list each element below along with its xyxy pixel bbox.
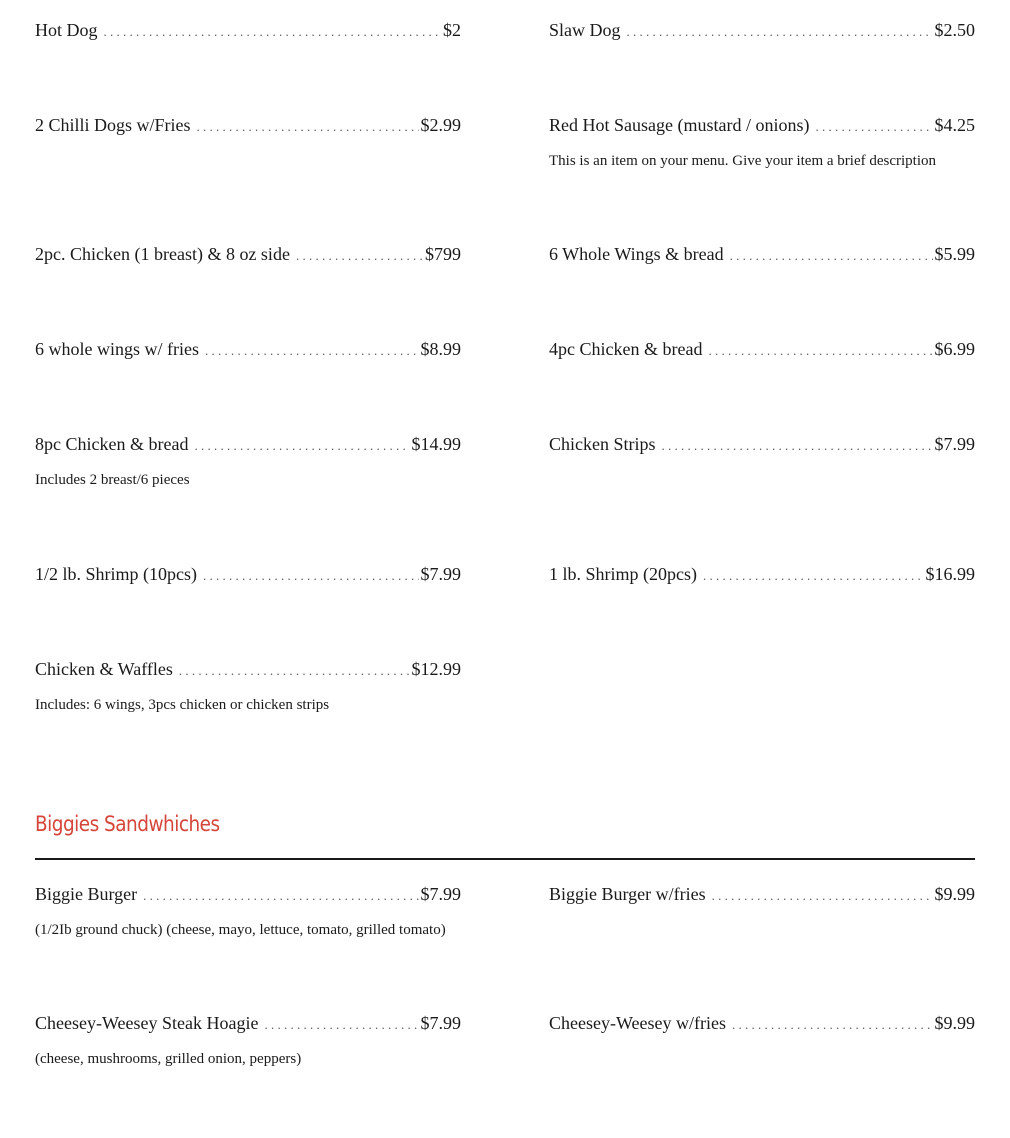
- item-name: Hot Dog: [35, 20, 98, 40]
- item-price: $7.99: [420, 1013, 461, 1033]
- menu-item: [35, 432, 461, 490]
- dot-leader: [205, 339, 419, 363]
- item-name: Biggie Burger: [35, 884, 138, 904]
- menu-item: [35, 657, 461, 715]
- item-description: Includes: 6 wings, 3pcs chicken or chicken strips: [35, 697, 330, 713]
- item-price: $5.99: [934, 244, 975, 264]
- item-price: $7.99: [420, 564, 461, 584]
- item-description: (1/2Ib ground chuck) (cheese, mayo, lettuce, tomato, grilled tomato): [35, 922, 446, 938]
- dot-leader: [712, 884, 933, 908]
- item-name: 1 lb. Shrimp (20pcs): [549, 564, 697, 584]
- item-price: $4.25: [934, 115, 975, 135]
- item-description: This is an item on your menu. Give your item a brief description: [549, 153, 936, 169]
- item-price: $2: [443, 20, 461, 40]
- item-price: $16.99: [925, 564, 975, 584]
- menu-item: [35, 18, 461, 42]
- menu-item: [549, 18, 975, 42]
- item-name: 8pc Chicken & bread: [35, 434, 189, 454]
- item-name: Chicken Strips: [549, 434, 656, 454]
- item-description: Includes 2 breast/6 pieces: [35, 472, 190, 488]
- dot-leader: [627, 20, 933, 44]
- dot-leader: [815, 115, 932, 139]
- dot-leader: [296, 244, 423, 268]
- item-name: 2pc. Chicken (1 breast) & 8 oz side: [35, 244, 290, 264]
- menu-item: [549, 882, 975, 906]
- item-price: $7.99: [934, 434, 975, 454]
- item-price: $6.99: [934, 339, 975, 359]
- dot-leader: [197, 115, 419, 139]
- item-price: $8.99: [420, 339, 461, 359]
- menu-item: [549, 432, 975, 456]
- item-name: Chicken & Waffles: [35, 659, 173, 679]
- section-title: Biggies Sandwhiches: [35, 812, 220, 836]
- dot-leader: [264, 1013, 418, 1037]
- menu-item: [35, 1011, 461, 1069]
- item-name: Cheesey-Weesey w/fries: [549, 1013, 726, 1033]
- item-name: Red Hot Sausage (mustard / onions): [549, 115, 810, 135]
- dot-leader: [730, 244, 933, 268]
- menu-item: [549, 242, 975, 266]
- menu-item: [549, 337, 975, 361]
- item-name: 4pc Chicken & bread: [549, 339, 703, 359]
- menu-item: [35, 882, 461, 940]
- item-name: 6 whole wings w/ fries: [35, 339, 199, 359]
- item-name: Slaw Dog: [549, 20, 621, 40]
- section-divider: [35, 858, 975, 860]
- dot-leader: [104, 20, 442, 44]
- menu-item: [35, 242, 461, 266]
- item-price: $14.99: [411, 434, 461, 454]
- item-name: Biggie Burger w/fries: [549, 884, 706, 904]
- item-price: $9.99: [934, 884, 975, 904]
- item-price: $9.99: [934, 1013, 975, 1033]
- item-description: (cheese, mushrooms, grilled onion, peppers): [35, 1051, 302, 1067]
- dot-leader: [179, 659, 410, 683]
- item-name: 2 Chilli Dogs w/Fries: [35, 115, 191, 135]
- item-name: 1/2 lb. Shrimp (10pcs): [35, 564, 197, 584]
- dot-leader: [194, 434, 409, 458]
- item-price: $2.50: [934, 20, 975, 40]
- dot-leader: [708, 339, 932, 363]
- item-name: 6 Whole Wings & bread: [549, 244, 724, 264]
- dot-leader: [143, 884, 418, 908]
- item-price: $2.99: [420, 115, 461, 135]
- menu-item: [549, 562, 975, 586]
- dot-leader: [662, 434, 933, 458]
- menu-item: [35, 113, 461, 137]
- menu-item: [549, 113, 975, 171]
- dot-leader: [703, 564, 924, 588]
- item-price: $7.99: [420, 884, 461, 904]
- menu-item: [35, 562, 461, 586]
- menu-item: [549, 1011, 975, 1035]
- item-price: $12.99: [411, 659, 461, 679]
- menu-item: [35, 337, 461, 361]
- dot-leader: [732, 1013, 933, 1037]
- item-name: Cheesey-Weesey Steak Hoagie: [35, 1013, 259, 1033]
- item-price: $799: [425, 244, 461, 264]
- dot-leader: [203, 564, 419, 588]
